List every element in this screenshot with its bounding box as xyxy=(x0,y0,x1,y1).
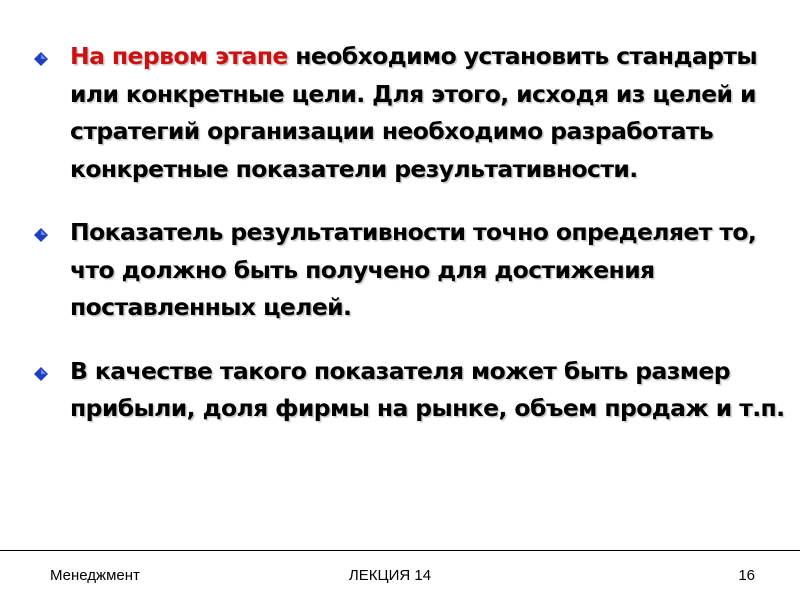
bullet-item-1 xyxy=(30,38,790,188)
bullet-item-3 xyxy=(30,353,790,428)
diamond-bullet-icon xyxy=(34,367,48,381)
footer-course-title: Менеджмент xyxy=(50,567,140,584)
bullet-highlight: На первом этапе xyxy=(70,42,288,70)
footer-page-number: 16 xyxy=(738,567,755,584)
bullet-text-3: В качестве такого показателя может быть размер прибыли, доля фирмы на рынке, объем продаж и т.п. xyxy=(70,356,785,422)
diamond-bullet-icon xyxy=(34,228,48,242)
bullet-item-2 xyxy=(30,214,790,327)
bullet-text-body: необходимо установить стандарты или конкретные цели. Для этого, исходя из целей и стратегий организации необходимо разработать конкретные показатели результативности. xyxy=(70,42,757,183)
diamond-bullet-icon xyxy=(34,52,48,66)
footer-divider xyxy=(0,550,800,551)
bullet-list xyxy=(30,38,790,454)
bullet-text-1 xyxy=(70,38,790,188)
footer-lecture-label: ЛЕКЦИЯ 14 xyxy=(348,567,432,584)
bullet-text-2: Показатель результативности точно определяет то, что должно быть получено для достижения поставленных целей. xyxy=(70,218,757,321)
